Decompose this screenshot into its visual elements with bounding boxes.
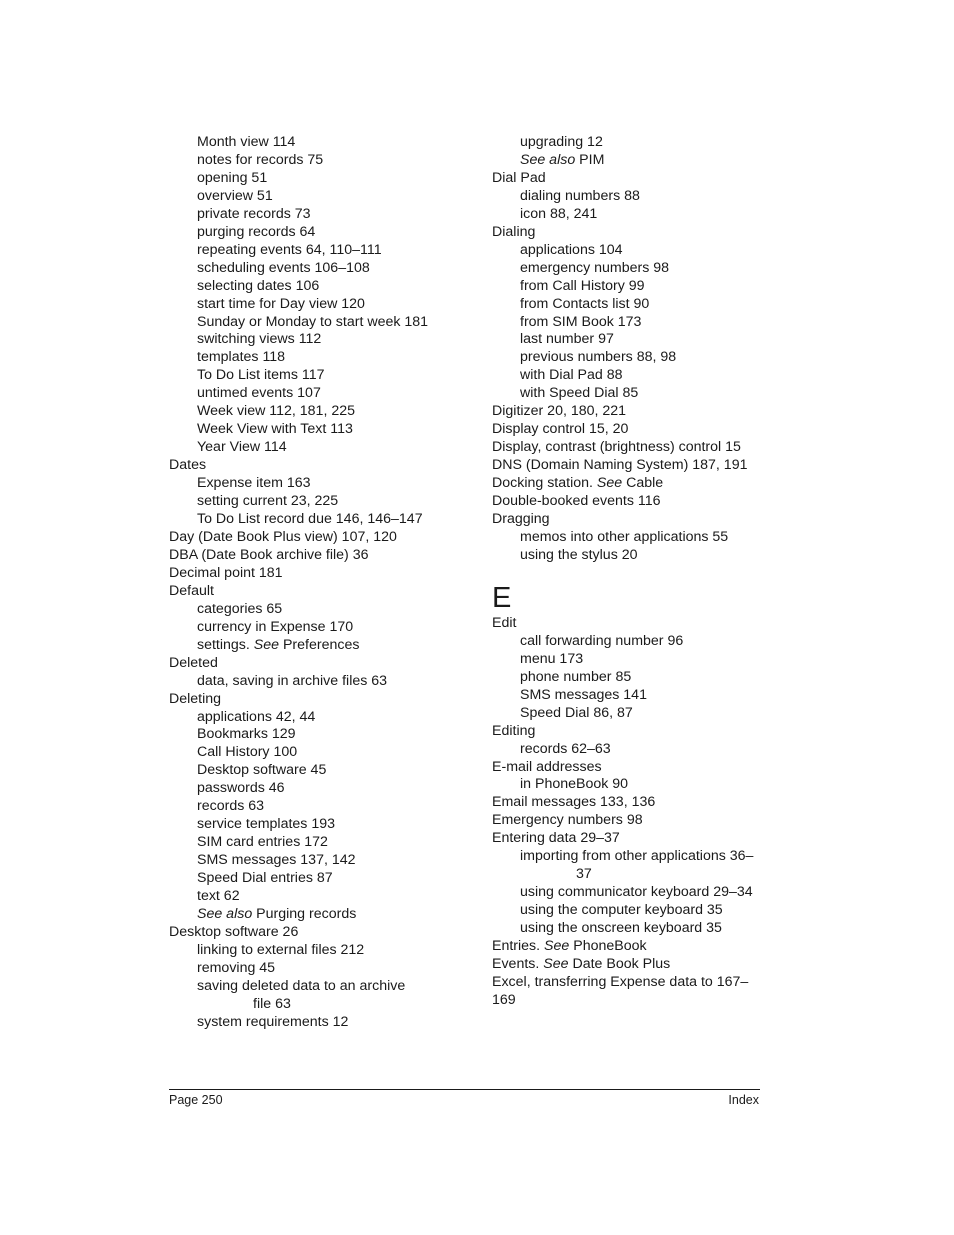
index-subentry: templates 118 [197, 349, 286, 366]
index-subentry: applications 42, 44 [197, 708, 316, 725]
index-subentry: dialing numbers 88 [520, 187, 640, 204]
index-subentry: using the computer keyboard 35 [520, 902, 723, 919]
index-column-right [492, 134, 782, 1010]
index-entry: Dates [169, 457, 207, 474]
index-entry: Decimal point 181 [169, 564, 283, 581]
index-entries-d [492, 134, 782, 565]
index-subentry: Expense item 163 [197, 475, 311, 492]
index-entry: Deleting [169, 690, 222, 707]
footer-page-number: Page 250 [169, 1093, 223, 1107]
index-subentry [169, 637, 469, 655]
index-entry: DBA (Date Book archive file) 36 [169, 546, 369, 563]
index-entry: Editing [492, 722, 536, 739]
index-subentry: untimed events 107 [197, 385, 321, 402]
index-subentry: private records 73 [197, 205, 311, 222]
index-subentry: overview 51 [197, 187, 273, 204]
section-letter-heading: E [492, 581, 512, 614]
index-subentry: Month view 114 [197, 134, 296, 150]
index-subentry: Call History 100 [197, 744, 298, 761]
index-subentry: phone number 85 [520, 668, 632, 685]
see-reference: See also [520, 151, 576, 168]
entry-text: Entries. [492, 938, 545, 955]
index-continuation: 37 [576, 866, 592, 883]
index-subentry [169, 906, 469, 924]
index-subentry: switching views 112 [197, 331, 322, 348]
index-subentry: Desktop software 45 [197, 762, 327, 779]
index-entry: 169 [492, 991, 516, 1008]
index-subentry: Sunday or Monday to start week 181 [197, 313, 429, 330]
index-subentry: upgrading 12 [520, 134, 603, 150]
index-subentry: Speed Dial entries 87 [197, 870, 333, 887]
index-subentry: passwords 46 [197, 780, 285, 797]
index-subentry: records 63 [197, 798, 265, 815]
see-target: PhoneBook [569, 938, 647, 955]
index-entry: DNS (Domain Naming System) 187, 191 [492, 457, 748, 474]
index-subentry: categories 65 [197, 600, 283, 617]
see-reference: See [544, 938, 570, 955]
index-subentry: from SIM Book 173 [520, 313, 642, 330]
index-subentry: with Speed Dial 85 [520, 385, 639, 402]
see-target: Date Book Plus [568, 955, 671, 972]
index-entry: Digitizer 20, 180, 221 [492, 403, 627, 420]
index-subentry: To Do List record due 146, 146–147 [197, 511, 423, 528]
index-entry: Email messages 133, 136 [492, 794, 656, 811]
index-subentry: emergency numbers 98 [520, 259, 670, 276]
index-subentry: To Do List items 117 [197, 367, 325, 384]
index-subentry [492, 152, 782, 170]
index-subentry: using the stylus 20 [520, 546, 638, 563]
footer-section-name: Index [728, 1093, 759, 1107]
index-entry [492, 938, 782, 956]
index-subentry: service templates 193 [197, 816, 336, 833]
entry-text: Docking station. [492, 475, 597, 492]
index-subentry: memos into other applications 55 [520, 528, 729, 545]
index-subentry: in PhoneBook 90 [520, 776, 629, 793]
index-entry: Desktop software 26 [169, 923, 299, 940]
index-subentry: applications 104 [520, 241, 623, 258]
index-entry: Entering data 29–37 [492, 830, 620, 847]
index-entry: Dialing [492, 223, 536, 240]
index-entry [492, 956, 782, 974]
index-entry: Display, contrast (brightness) control 15 [492, 439, 741, 456]
index-subentry: linking to external files 212 [197, 941, 365, 958]
index-subentry: previous numbers 88, 98 [520, 349, 677, 366]
footer-divider [169, 1089, 760, 1090]
index-subentry: with Dial Pad 88 [520, 367, 623, 384]
index-subentry: repeating events 64, 110–111 [197, 241, 382, 258]
index-entry: Emergency numbers 98 [492, 812, 643, 829]
see-target: Purging records [252, 905, 357, 922]
index-subentry: scheduling events 106–108 [197, 259, 370, 276]
index-subentry: call forwarding number 96 [520, 632, 684, 649]
entry-text: settings. [197, 636, 254, 653]
index-subentry: notes for records 75 [197, 151, 324, 168]
index-entries-e [492, 615, 782, 1010]
index-subentry: using communicator keyboard 29–34 [520, 884, 753, 901]
index-entry: Double-booked events 116 [492, 493, 661, 510]
see-target: PIM [575, 151, 605, 168]
index-subentry: SMS messages 137, 142 [197, 852, 356, 869]
entry-text: Events. [492, 955, 544, 972]
index-entry: Excel, transferring Expense data to 167– [492, 973, 749, 990]
index-subentry: purging records 64 [197, 223, 316, 240]
index-subentry: removing 45 [197, 959, 276, 976]
index-subentry: setting current 23, 225 [197, 493, 339, 510]
index-subentry: from Call History 99 [520, 277, 645, 294]
index-subentry: Bookmarks 129 [197, 726, 296, 743]
index-subentry: SIM card entries 172 [197, 834, 328, 851]
index-subentry: data, saving in archive files 63 [197, 672, 388, 689]
index-subentry: selecting dates 106 [197, 277, 320, 294]
index-subentry: text 62 [197, 888, 240, 905]
index-subentry: using the onscreen keyboard 35 [520, 920, 722, 937]
index-subentry: Speed Dial 86, 87 [520, 704, 633, 721]
see-target: Cable [622, 475, 664, 492]
index-continuation: file 63 [253, 995, 291, 1012]
see-reference: See [543, 955, 569, 972]
index-column-left [169, 134, 469, 1032]
index-subentry: from Contacts list 90 [520, 295, 650, 312]
index-subentry: icon 88, 241 [520, 205, 598, 222]
index-subentry: opening 51 [197, 169, 268, 186]
index-subentry: start time for Day view 120 [197, 295, 365, 312]
index-entry: Deleted [169, 654, 218, 671]
index-entry: Default [169, 582, 214, 599]
see-reference: See [253, 636, 280, 653]
index-entry: Dragging [492, 511, 550, 528]
index-subentry: currency in Expense 170 [197, 618, 354, 635]
index-entry: Dial Pad [492, 169, 546, 186]
see-reference: See also [197, 905, 253, 922]
index-subentry: records 62–63 [520, 740, 611, 757]
index-entry [492, 475, 782, 493]
index-subentry: Week View with Text 113 [197, 421, 353, 438]
index-subentry: Week view 112, 181, 225 [197, 403, 356, 420]
index-subentry: menu 173 [520, 650, 584, 667]
see-target: Preferences [279, 636, 360, 653]
see-reference: See [596, 475, 623, 492]
index-entry: Edit [492, 614, 517, 631]
index-entry: Day (Date Book Plus view) 107, 120 [169, 528, 397, 545]
index-subentry: Year View 114 [197, 439, 287, 456]
index-subentry: last number 97 [520, 331, 614, 348]
index-entry: Display control 15, 20 [492, 421, 629, 438]
index-subentry: SMS messages 141 [520, 686, 647, 703]
index-subentry: importing from other applications 36– [520, 848, 754, 865]
index-subentry: system requirements 12 [197, 1013, 349, 1030]
index-entry: E-mail addresses [492, 758, 602, 775]
index-subentry: saving deleted data to an archive [197, 977, 406, 994]
